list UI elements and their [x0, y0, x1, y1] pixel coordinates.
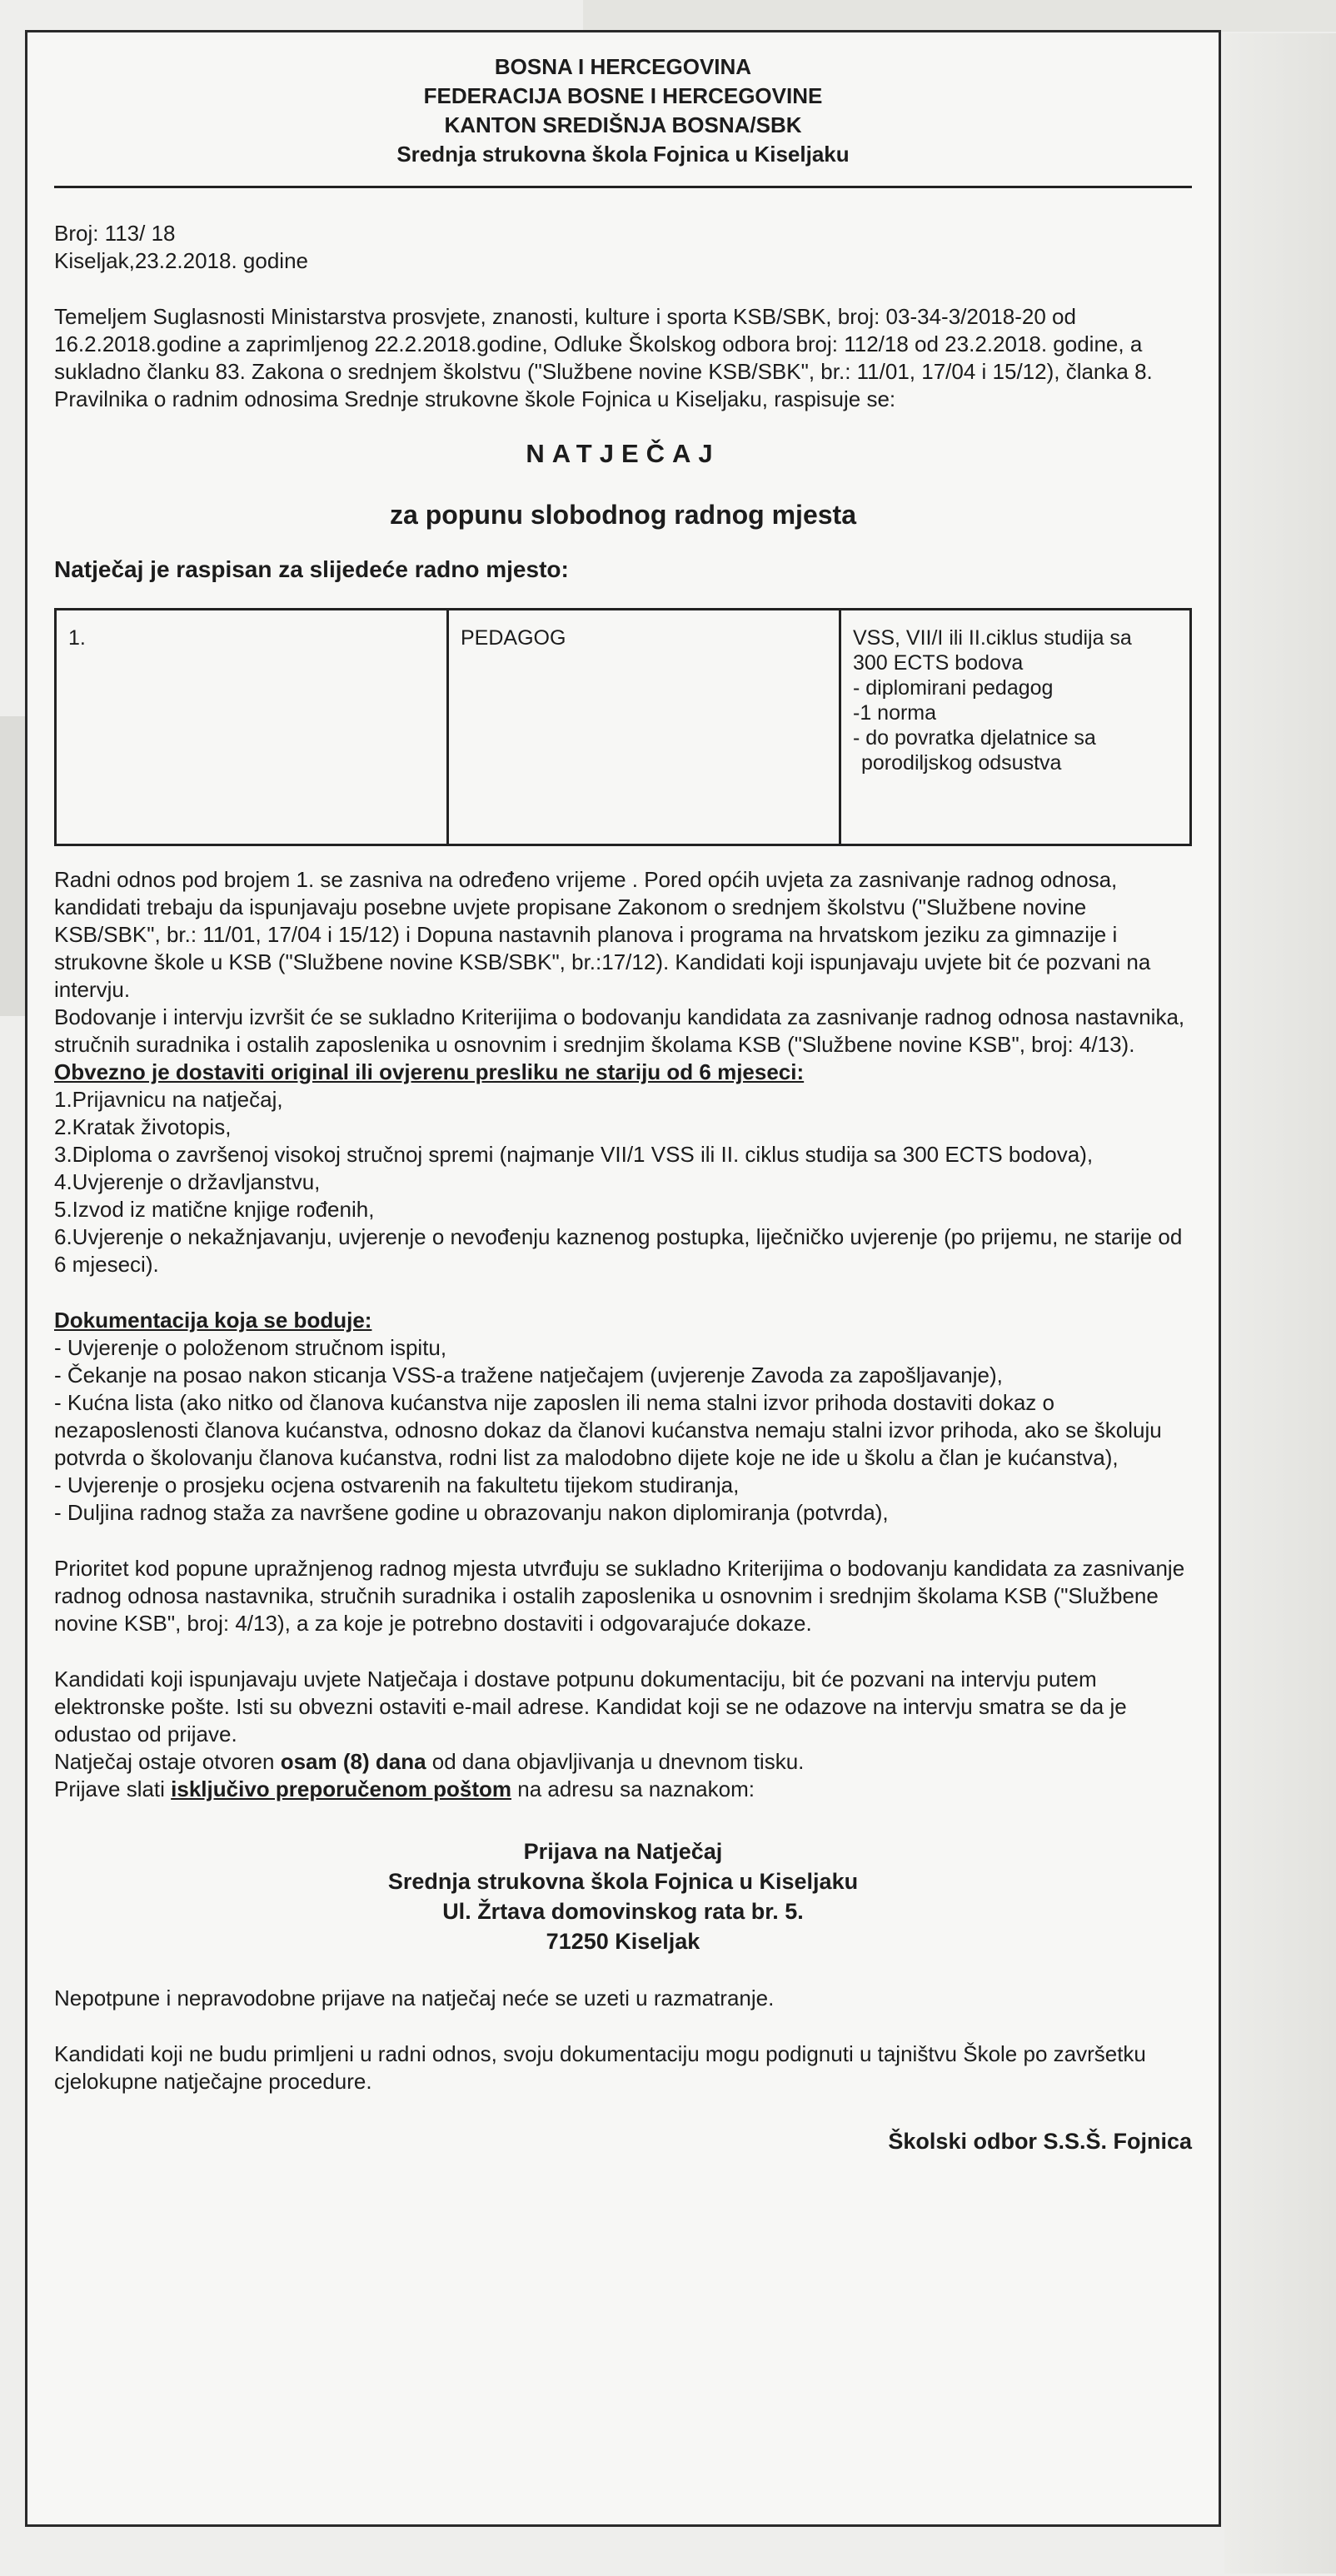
list-item: - Duljina radnog staža za navršene godine u obrazovanju nakon diplomiranja (potvrda), [54, 1500, 889, 1525]
list-item: 6.Uvjerenje o nekažnjavanju, uvjerenje o nevođenju kaznenog postupka, liječničko uvjerenje (po prijemu, ne starije od 6 mjeseci). [54, 1224, 1183, 1277]
requirement-line: VSS, VII/I ili II.ciklus studija sa [853, 626, 1132, 650]
list-item: 3.Diploma o završenoj visokoj stručnoj spremi (najmanje VII/1 VSS ili II. ciklus studija sa 300 ECTS bodova), [54, 1142, 1094, 1167]
intro-paragraph: Temeljem Suglasnosti Ministarstva prosvjete, znanosti, kulture i sporta KSB/SBK, broj: 03-34-3/2018-20 od 16.2.2018.godine a zaprimljenog 22.2.2018.godine, Odluke Školskog odbora broj: 112/18 od 23.2.2018. godine, a sukladno članku 83. Zakona o srednjem školstvu ("Službene novine KSB/SBK", br.: 11/01, 17/04 i 15/12), članka 8. Pravilnika o radnim odnosima Srednje strukovne škole Fojnica u Kiseljaku, raspisuje se: [54, 304, 1153, 411]
required-documents-list [54, 1086, 1192, 1278]
requirement-line: - diplomirani pedagog [853, 676, 1054, 700]
mailing-address [54, 1836, 1192, 1956]
address-city: 71250 Kiseljak [546, 1929, 700, 1954]
header-country: BOSNA I HERCEGOVINA [494, 54, 752, 79]
open-period-paragraph [54, 1748, 1192, 1776]
document-number: Broj: 113/ 18 [54, 221, 176, 246]
document-place-date: Kiseljak,23.2.2018. godine [54, 248, 309, 273]
requirement-line: -1 norma [853, 701, 937, 725]
requirement-line: - do povratka djelatnice sa [853, 726, 1096, 750]
job-advertisement [25, 30, 1221, 2527]
interview-paragraph: Kandidati koji ispunjavaju uvjete Natječaja i dostave potpunu dokumentaciju, bit će pozvani na intervju putem elektronske pošte. Isti su obvezni ostaviti e-mail adrese. Kandidat koji se ne odazove na intervju smatra se da je odustao od prijave. [54, 1667, 1127, 1746]
send-method: isključivo preporučenom poštom [171, 1776, 512, 1801]
requirement-line: 300 ECTS bodova [853, 651, 1024, 675]
open-period-text: Natječaj ostaje otvoren [54, 1749, 281, 1774]
scoring-note: Bodovanje i intervju izvršit će se sukladno Kriterijima o bodovanju kandidata za zasnivanje radnog odnosa nastavnika, stručnih suradnika i ostalih zaposlenika u osnovnim i srednjim školama KSB ("Službene novine KSB", broj: 4/13). [54, 1004, 1185, 1057]
open-period-text-end: od dana objavljivanja u dnevnom tisku. [426, 1749, 805, 1774]
requirement-line: porodiljskog odsustva [861, 751, 1062, 775]
table-row [56, 610, 1191, 845]
signature: Školski odbor S.S.Š. Fojnica [888, 2129, 1192, 2154]
employment-conditions: Radni odnos pod brojem 1. se zasniva na određeno vrijeme . Pored općih uvjeta za zasnivanje radnog odnosa, kandidati trebaju da ispunjavaju posebne uvjete propisane Zakonom o srednjem školstvu ("Službene novine KSB/SBK", br.: 11/01, 17/04 i 15/12) i Dopuna nastavnih planova i programa na hrvatskom jeziku za gimnazije i strukovne škole u KSB ("Službene novine KSB/SBK", br.:17/12). Kandidati koji ispunjavaju uvjete bit će pozvani na intervju. [54, 867, 1151, 1002]
list-item: - Uvjerenje o položenom stručnom ispitu, [54, 1335, 447, 1360]
adjacent-page-bleed-top [583, 0, 1336, 32]
adjacent-page-bleed-right [1224, 33, 1336, 2574]
page-title: NATJEČAJ [526, 439, 720, 468]
scored-documents-list [54, 1334, 1192, 1527]
position-number: 1. [56, 610, 448, 845]
required-documents-heading: Obvezno je dostaviti original ili ovjerenu presliku ne stariju od 6 mjeseci: [54, 1059, 805, 1084]
position-table [54, 608, 1192, 846]
scored-documents-heading: Dokumentacija koja se boduje: [54, 1308, 372, 1333]
position-lead: Natječaj je raspisan za slijedeće radno mjesto: [54, 556, 569, 582]
list-item: 5.Izvod iz matične knjige rođenih, [54, 1197, 375, 1222]
position-name: PEDAGOG [448, 610, 840, 845]
list-item: 4.Uvjerenje o državljanstvu, [54, 1169, 321, 1194]
header-divider [54, 186, 1192, 188]
header-school: Srednja strukovna škola Fojnica u Kiseljaku [396, 142, 850, 167]
header-federation: FEDERACIJA BOSNE I HERCEGOVINE [423, 83, 823, 108]
header-canton: KANTON SREDIŠNJA BOSNA/SBK [444, 112, 802, 137]
address-label: Prijava na Natječaj [523, 1839, 723, 1864]
send-instructions [54, 1776, 1192, 1803]
send-text-end: na adresu sa naznakom: [511, 1776, 755, 1801]
adjacent-page-bleed-left [0, 716, 25, 1016]
list-item: 2.Kratak životopis, [54, 1114, 232, 1139]
incomplete-note: Nepotpune i nepravodobne prijave na natječaj neće se uzeti u razmatranje. [54, 1986, 775, 2010]
address-school: Srednja strukovna škola Fojnica u Kiseljaku [387, 1869, 859, 1894]
pickup-note: Kandidati koji ne budu primljeni u radni odnos, svoju dokumentaciju mogu podignuti u tajništvu Škole po završetku cjelokupne natječajne procedure. [54, 2041, 1146, 2094]
page-subtitle: za popunu slobodnog radnog mjesta [390, 500, 856, 530]
issuer-header [54, 52, 1192, 169]
open-period-days: osam (8) dana [280, 1749, 426, 1774]
list-item: - Kućna lista (ako nitko od članova kućanstva nije zaposlen ili nema stalni izvor prihoda dostaviti dokaz o nezaposlenosti članova kućanstva, odnosno dokaz da članovi kućanstva nemaju stalni izvor prihoda, ako se školuju potvrda o školovanju članova kućanstva, rodni list za malodobno dijete koje ne ide u školu a član je kućanstva), [54, 1390, 1162, 1470]
list-item: 1.Prijavnicu na natječaj, [54, 1087, 283, 1112]
list-item: - Čekanje na posao nakon sticanja VSS-a tražene natječajem (uvjerenje Zavoda za zapošljavanje), [54, 1363, 1003, 1388]
priority-paragraph: Prioritet kod popune upražnjenog radnog mjesta utvrđuju se sukladno Kriterijima o bodovanju kandidata za zasnivanje radnog odnosa nastavnika, stručnih suradnika i ostalih zaposlenika u osnovnim i srednjim školama KSB ("Službene novine KSB", broj: 4/13), a za koje je potrebno dostaviti i odgovarajuće dokaze. [54, 1556, 1185, 1636]
list-item: - Uvjerenje o prosjeku ocjena ostvarenih na fakultetu tijekom studiranja, [54, 1472, 740, 1497]
address-street: Ul. Žrtava domovinskog rata br. 5. [442, 1899, 804, 1924]
position-requirements [840, 610, 1191, 845]
send-text: Prijave slati [54, 1776, 172, 1801]
